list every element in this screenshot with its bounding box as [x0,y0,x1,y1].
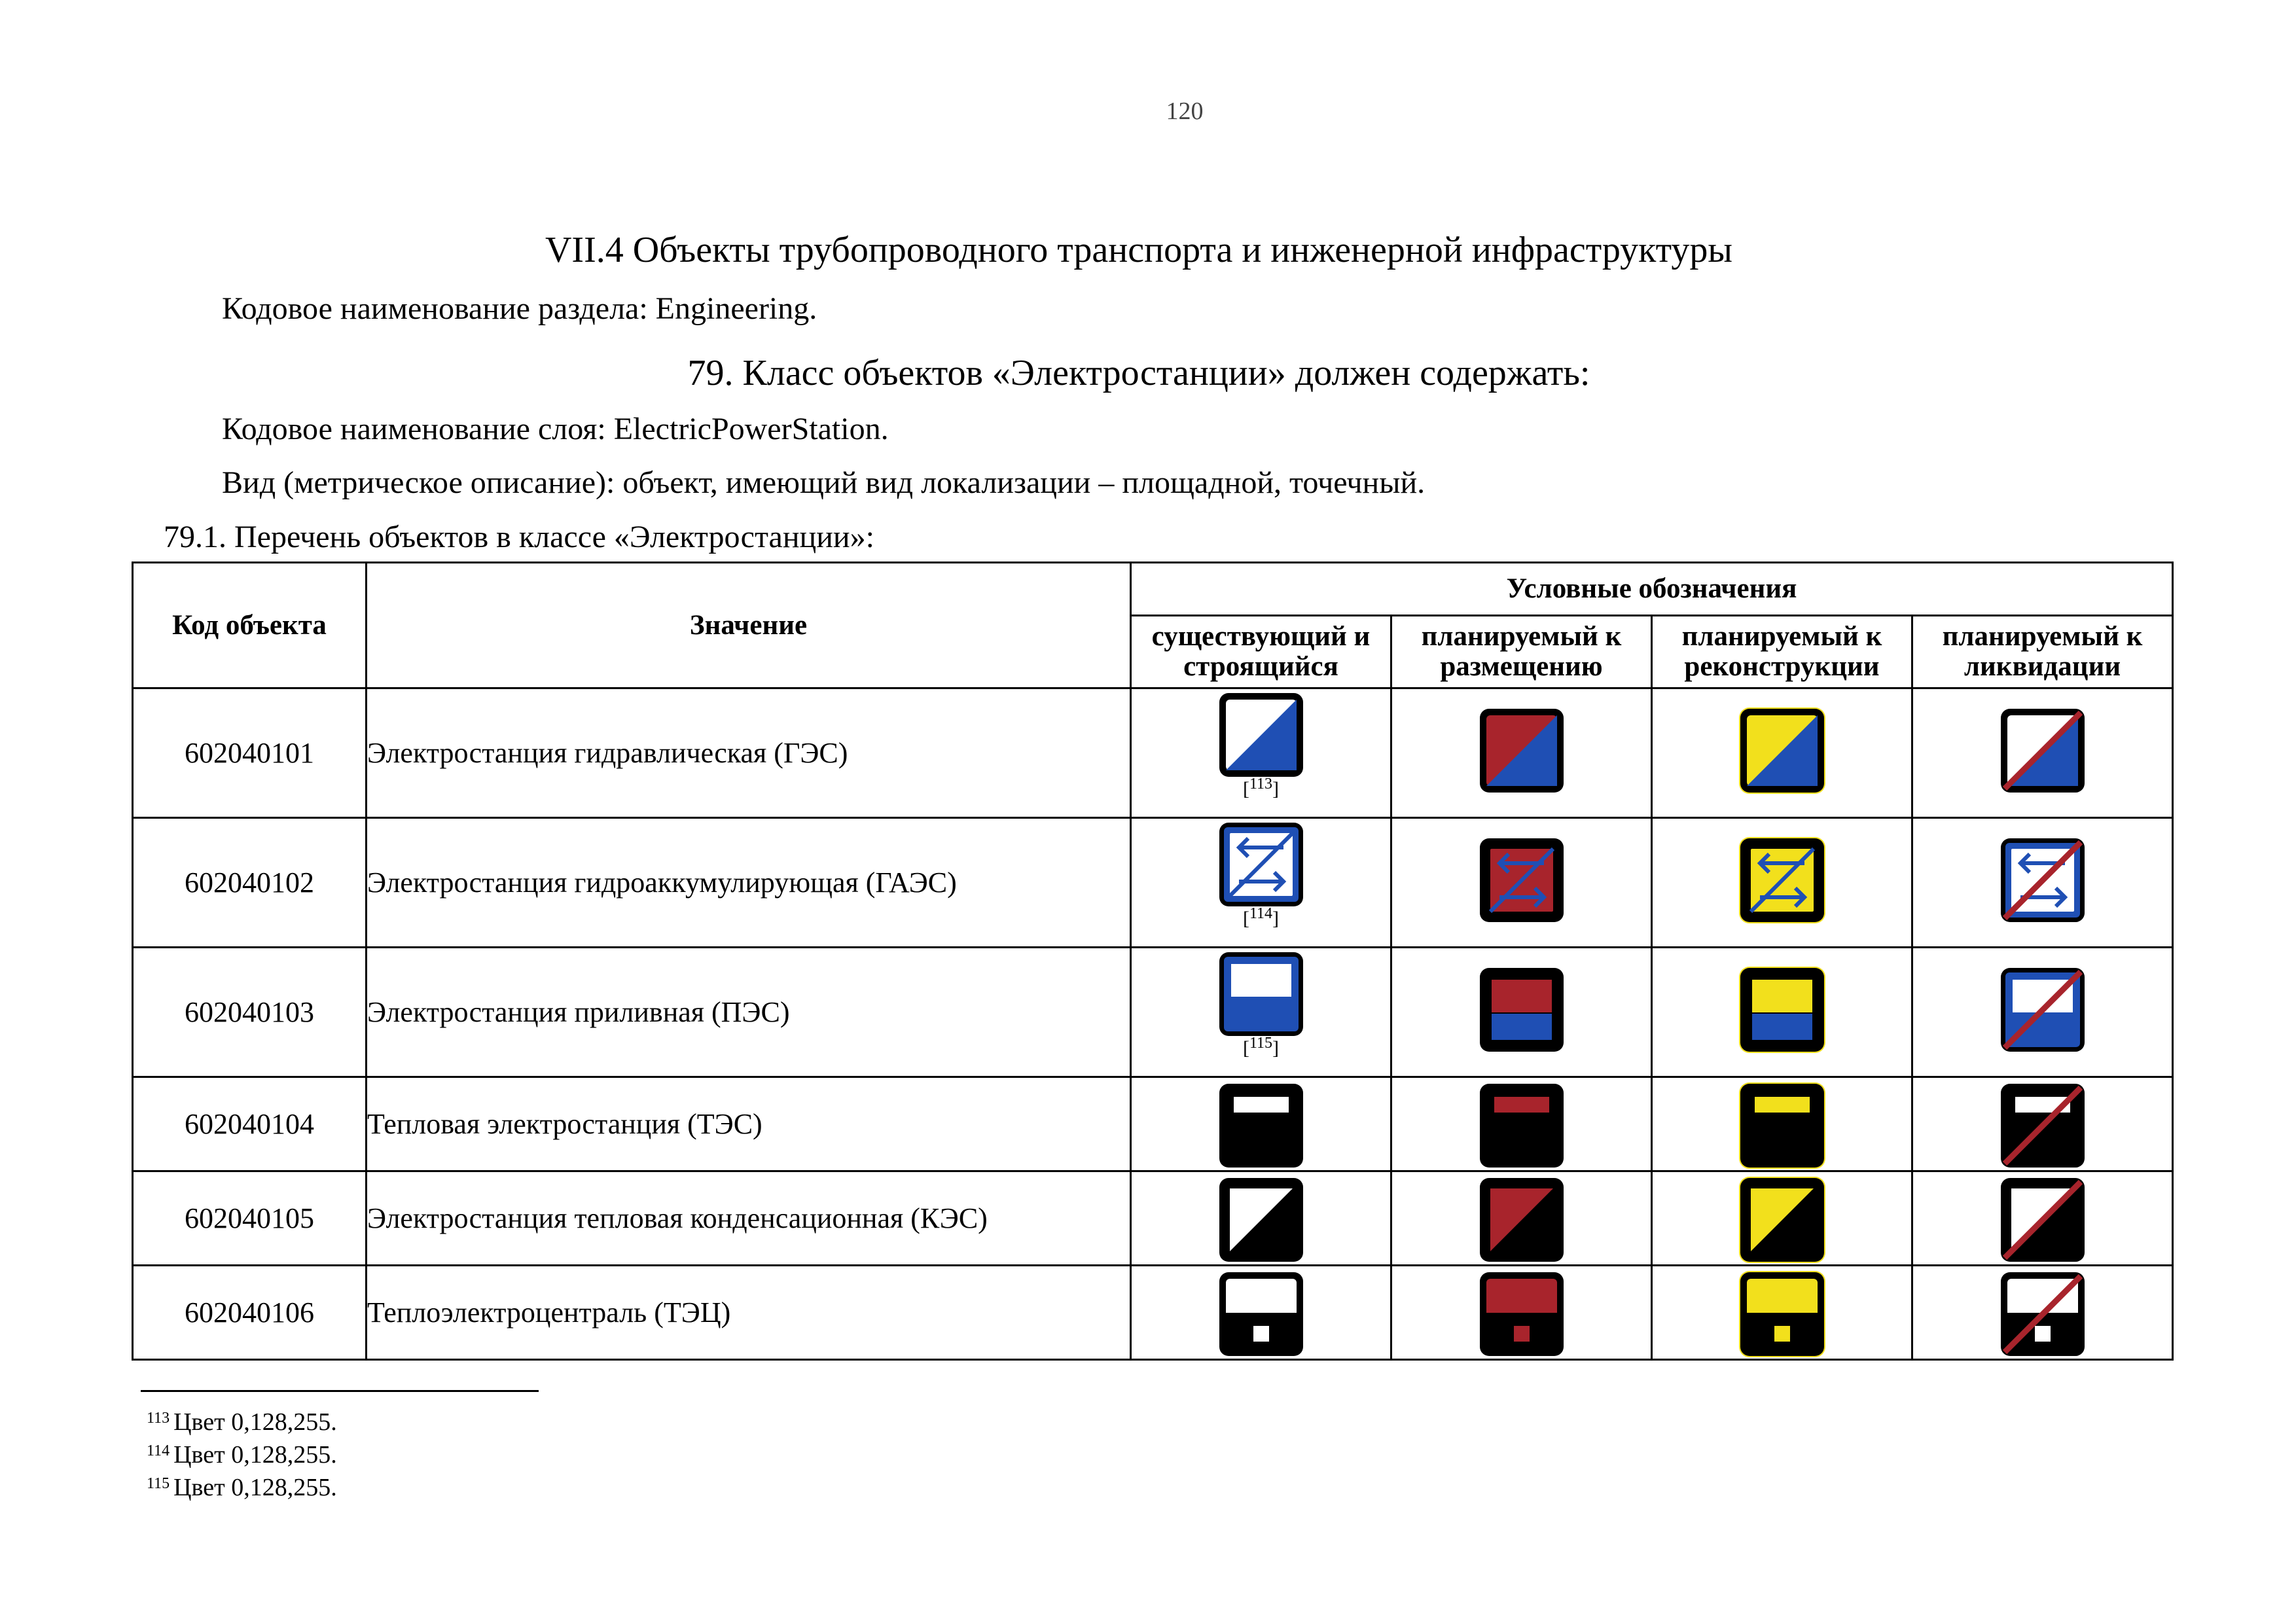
symbol-cell-liquidation [1912,688,2173,818]
header-code: Код объекта [133,563,367,688]
symbol-cell-liquidation [1912,1077,2173,1171]
symbol-cell-existing [1131,948,1391,1077]
symbol-cell-liquidation [1912,1266,2173,1360]
footnote: $^{115}$ Цвет 0,128,255. [147,1474,337,1501]
diagonal-dark-planned-icon [1476,1174,1568,1266]
object-value: Электростанция тепловая конденсационная (КЭС) [367,1171,1131,1266]
symbol-cell-reconstruction [1652,818,1912,948]
arrows-liquidation-icon [1997,834,2089,926]
top-bar-existing-icon [1215,1080,1307,1171]
object-code: 602040105 [133,1171,367,1266]
notch-existing-icon [1215,1268,1307,1360]
symbol-cell-liquidation [1912,948,2173,1077]
symbol-cell-reconstruction [1652,948,1912,1077]
symbol-cell-existing [1131,818,1391,948]
lower-band-reconstruction-icon [1736,964,1828,1056]
object-code: 602040102 [133,818,367,948]
symbol-cell-planned [1391,1171,1652,1266]
lower-band-liquidation-icon [1997,964,2089,1056]
header-value: Значение [367,563,1131,688]
object-code: 602040106 [133,1266,367,1360]
top-bar-planned-icon [1476,1080,1568,1171]
arrows-planned-icon [1476,834,1568,926]
header-state-liquidation: планируемый к ликвидации [1912,616,2173,688]
object-value: Теплоэлектроцентраль (ТЭЦ) [367,1266,1131,1360]
object-code: 602040104 [133,1077,367,1171]
section-code: Кодовое наименование раздела: Engineering. [222,291,817,326]
object-value: Электростанция гидроаккумулирующая (ГАЭС) [367,818,1131,948]
header-legend: Условные обозначения [1131,563,2173,616]
object-code: 602040103 [133,948,367,1077]
symbol-cell-planned [1391,1077,1652,1171]
diagonal-dark-existing-icon [1215,1174,1307,1266]
notch-reconstruction-icon [1736,1268,1828,1360]
table-row [133,1171,2173,1266]
footnote-reference: [$^{114}$] [1242,905,1280,929]
symbol-cell-reconstruction [1652,1171,1912,1266]
symbol-cell-planned [1391,688,1652,818]
lower-band-existing-icon [1215,948,1307,1040]
symbol-cell-planned [1391,818,1652,948]
object-value: Электростанция приливная (ПЭС) [367,948,1131,1077]
arrows-reconstruction-icon [1736,834,1828,926]
class-title: 79. Класс объектов «Электростанции» должен содержать: [687,353,1590,393]
section-title: VII.4 Объекты трубопроводного транспорта и инженерной инфраструктуры [545,230,1732,270]
diagonal-dark-liquidation-icon [1997,1174,2089,1266]
page-number: 120 [1166,98,1204,125]
header-state-planned: планируемый к размещению [1391,616,1652,688]
object-value: Электростанция гидравлическая (ГЭС) [367,688,1131,818]
symbol-cell-liquidation [1912,1171,2173,1266]
footnotes [147,1406,337,1504]
top-bar-liquidation-icon [1997,1080,2089,1171]
notch-liquidation-icon [1997,1268,2089,1360]
symbol-cell-existing [1131,1266,1391,1360]
geometry-type: Вид (метрическое описание): объект, имеющий вид локализации – площадной, точечный. [222,465,1426,500]
symbol-cell-liquidation [1912,818,2173,948]
footnote-divider [141,1390,539,1392]
table-row [133,818,2173,948]
symbol-cell-existing [1131,1171,1391,1266]
arrows-existing-icon [1215,819,1307,910]
table-row [133,948,2173,1077]
diagonal-reconstruction-icon [1736,705,1828,796]
symbol-cell-reconstruction [1652,1077,1912,1171]
diagonal-planned-icon [1476,705,1568,796]
symbol-cell-reconstruction [1652,688,1912,818]
symbol-cell-existing [1131,1077,1391,1171]
notch-planned-icon [1476,1268,1568,1360]
table-row [133,1266,2173,1360]
footnote-reference: [$^{113}$] [1242,776,1280,800]
footnote: $^{113}$ Цвет 0,128,255. [147,1408,337,1436]
footnote: $^{114}$ Цвет 0,128,255. [147,1441,337,1469]
symbol-cell-reconstruction [1652,1266,1912,1360]
lower-band-planned-icon [1476,964,1568,1056]
diagonal-liquidation-icon [1997,705,2089,796]
table-row [133,1077,2173,1171]
object-code: 602040101 [133,688,367,818]
footnote-reference: [$^{115}$] [1242,1035,1280,1059]
objects-table [132,562,2174,1361]
diagonal-dark-reconstruction-icon [1736,1174,1828,1266]
list-title: 79.1. Перечень объектов в классе «Электростанции»: [164,520,874,554]
table-row [133,688,2173,818]
diagonal-existing-icon [1215,689,1307,781]
header-state-existing: существующий и строящийся [1131,616,1391,688]
header-state-reconstruction: планируемый к реконструкции [1652,616,1912,688]
symbol-cell-planned [1391,1266,1652,1360]
layer-code: Кодовое наименование слоя: ElectricPowerStation. [222,412,889,446]
symbol-cell-existing [1131,688,1391,818]
symbol-cell-planned [1391,948,1652,1077]
top-bar-reconstruction-icon [1736,1080,1828,1171]
object-value: Тепловая электростанция (ТЭС) [367,1077,1131,1171]
